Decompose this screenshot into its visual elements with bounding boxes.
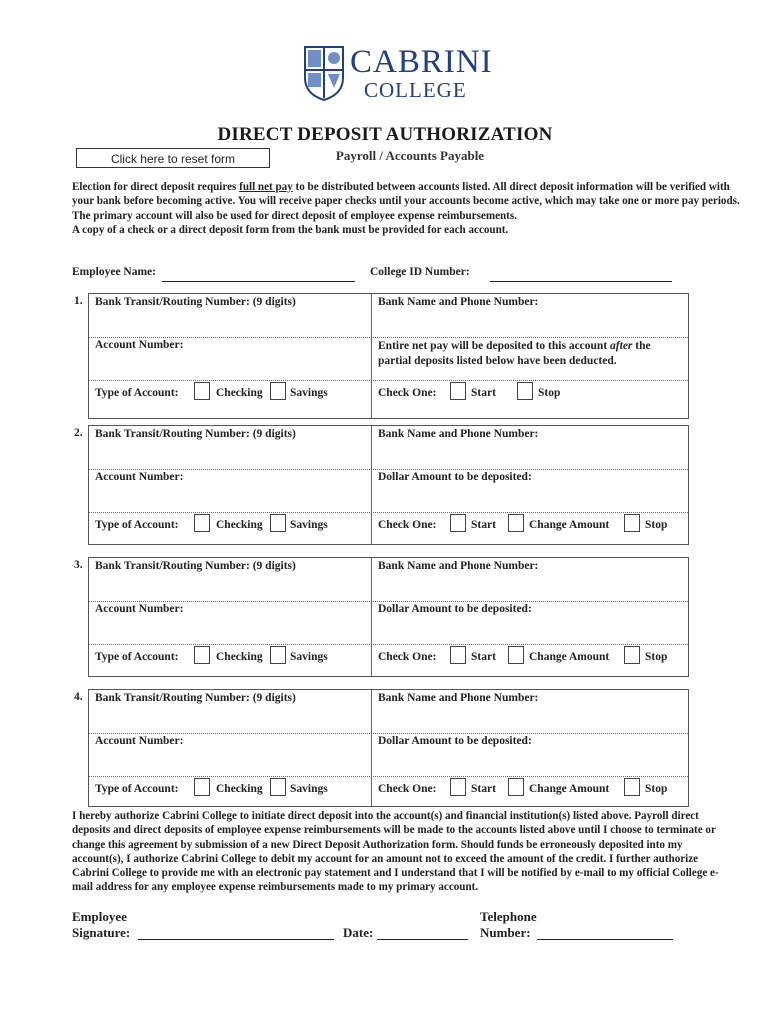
signature-label: Signature: (72, 925, 131, 940)
college-logo (300, 44, 493, 106)
authorization-statement: I hereby authorize Cabrini College to initiate direct deposit into the account(s) and financial institution(s) listed above. Payroll direct deposits and direct deposits of employee expense reimbursements will be made to the accounts listed above until I choose to terminate or change this agreement by submission of a new Direct Deposit Authorization form. Should funds be erroneously deposited into my account(s), I authorize Cabrini College to debit my account for an amount not to exceed the amount of the credit. I further authorize Cabrini College to provide me with an electronic pay statement and I understand that I will be notified by e-mail to my official College e-mail address for any employee expense reimbursements made to my primary account. (72, 810, 719, 894)
net-pay-note (378, 339, 678, 369)
start-checkbox[interactable] (450, 646, 466, 664)
account-number-index: 3. (74, 559, 83, 571)
signature-field[interactable] (138, 939, 334, 940)
savings-label: Savings (290, 783, 328, 795)
account-number-label: Account Number: (95, 735, 184, 747)
account-block-1 (88, 293, 689, 419)
bank-name-label: Bank Name and Phone Number: (378, 692, 539, 704)
bank-name-label: Bank Name and Phone Number: (378, 296, 539, 308)
account-number-label: Account Number: (95, 603, 184, 615)
reset-form-button[interactable]: Click here to reset form (76, 148, 270, 168)
stop-label: Stop (645, 519, 668, 531)
account-number-index: 2. (74, 427, 83, 439)
type-of-account-label: Type of Account: (95, 519, 179, 531)
check-one-label: Check One: (378, 783, 437, 795)
college-id-field[interactable] (490, 281, 672, 282)
stop-checkbox[interactable] (517, 382, 533, 400)
start-label: Start (471, 651, 496, 663)
dollar-amount-label: Dollar Amount to be deposited: (378, 603, 532, 615)
savings-checkbox[interactable] (270, 778, 286, 796)
type-of-account-label: Type of Account: (95, 783, 179, 795)
account-number-index: 1. (74, 295, 83, 307)
savings-label: Savings (290, 387, 328, 399)
routing-label: Bank Transit/Routing Number: (9 digits) (95, 428, 296, 440)
check-one-label: Check One: (378, 519, 437, 531)
intro-text-part: Election for direct deposit requires (72, 181, 240, 193)
account-block-2 (88, 425, 689, 545)
checking-checkbox[interactable] (194, 382, 210, 400)
check-one-label: Check One: (378, 387, 437, 399)
employee-name-field[interactable] (162, 281, 355, 282)
net-pay-text: Entire net pay will be deposited to this account (378, 340, 611, 352)
start-label: Start (471, 387, 496, 399)
savings-checkbox[interactable] (270, 514, 286, 532)
intro-text-part: to be distributed between accounts listed. All direct deposit information will be verified with your bank before becoming active. You will receive paper checks until your accounts become active, which may take one or more pay periods. The primary account will also be used for direct deposit of employee expense reimbursements. (72, 181, 740, 222)
start-checkbox[interactable] (450, 382, 466, 400)
change-amount-label: Change Amount (529, 651, 610, 663)
account-block-4 (88, 689, 689, 807)
intro-text (72, 180, 742, 237)
savings-label: Savings (290, 651, 328, 663)
type-of-account-label: Type of Account: (95, 387, 179, 399)
routing-label: Bank Transit/Routing Number: (9 digits) (95, 296, 296, 308)
college-crest-icon (302, 44, 346, 102)
savings-label: Savings (290, 519, 328, 531)
account-number-label: Account Number: (95, 339, 184, 351)
routing-label: Bank Transit/Routing Number: (9 digits) (95, 692, 296, 704)
change-amount-checkbox[interactable] (508, 514, 524, 532)
college-id-label: College ID Number: (370, 266, 470, 278)
net-pay-text: the partial deposits listed below have been deducted. (378, 340, 651, 367)
routing-label: Bank Transit/Routing Number: (9 digits) (95, 560, 296, 572)
intro-copy-note: A copy of a check or a direct deposit form from the bank must be provided for each account. (72, 223, 509, 236)
savings-checkbox[interactable] (270, 646, 286, 664)
dollar-amount-label: Dollar Amount to be deposited: (378, 735, 532, 747)
start-label: Start (471, 783, 496, 795)
stop-checkbox[interactable] (624, 778, 640, 796)
checking-label: Checking (216, 651, 263, 663)
telephone-field[interactable] (537, 939, 673, 940)
checking-checkbox[interactable] (194, 514, 210, 532)
date-field[interactable] (377, 939, 468, 940)
number-label: Number: (480, 925, 531, 940)
type-of-account-label: Type of Account: (95, 651, 179, 663)
stop-label: Stop (645, 783, 668, 795)
logo-wordmark-college: COLLEGE (364, 78, 467, 102)
date-label: Date: (343, 925, 374, 940)
logo-wordmark-cabrini: CABRINI (350, 44, 493, 80)
savings-checkbox[interactable] (270, 382, 286, 400)
change-amount-label: Change Amount (529, 519, 610, 531)
employee-name-label: Employee Name: (72, 266, 156, 278)
checking-checkbox[interactable] (194, 778, 210, 796)
checking-label: Checking (216, 783, 263, 795)
stop-checkbox[interactable] (624, 646, 640, 664)
employee-label: Employee (72, 909, 127, 924)
account-number-index: 4. (74, 691, 83, 703)
bank-name-label: Bank Name and Phone Number: (378, 428, 539, 440)
start-checkbox[interactable] (450, 514, 466, 532)
start-label: Start (471, 519, 496, 531)
stop-checkbox[interactable] (624, 514, 640, 532)
bank-name-label: Bank Name and Phone Number: (378, 560, 539, 572)
account-number-label: Account Number: (95, 471, 184, 483)
stop-label: Stop (645, 651, 668, 663)
account-block-3 (88, 557, 689, 677)
change-amount-checkbox[interactable] (508, 646, 524, 664)
dollar-amount-label: Dollar Amount to be deposited: (378, 471, 532, 483)
net-pay-italic: after (610, 340, 633, 352)
checking-checkbox[interactable] (194, 646, 210, 664)
form-title: DIRECT DEPOSIT AUTHORIZATION (217, 124, 553, 145)
telephone-label: Telephone (480, 909, 537, 924)
intro-underlined-phrase: full net pay (239, 181, 293, 193)
change-amount-checkbox[interactable] (508, 778, 524, 796)
change-amount-label: Change Amount (529, 783, 610, 795)
start-checkbox[interactable] (450, 778, 466, 796)
checking-label: Checking (216, 519, 263, 531)
form-subtitle: Payroll / Accounts Payable (335, 148, 485, 163)
stop-label: Stop (538, 387, 561, 399)
check-one-label: Check One: (378, 651, 437, 663)
checking-label: Checking (216, 387, 263, 399)
